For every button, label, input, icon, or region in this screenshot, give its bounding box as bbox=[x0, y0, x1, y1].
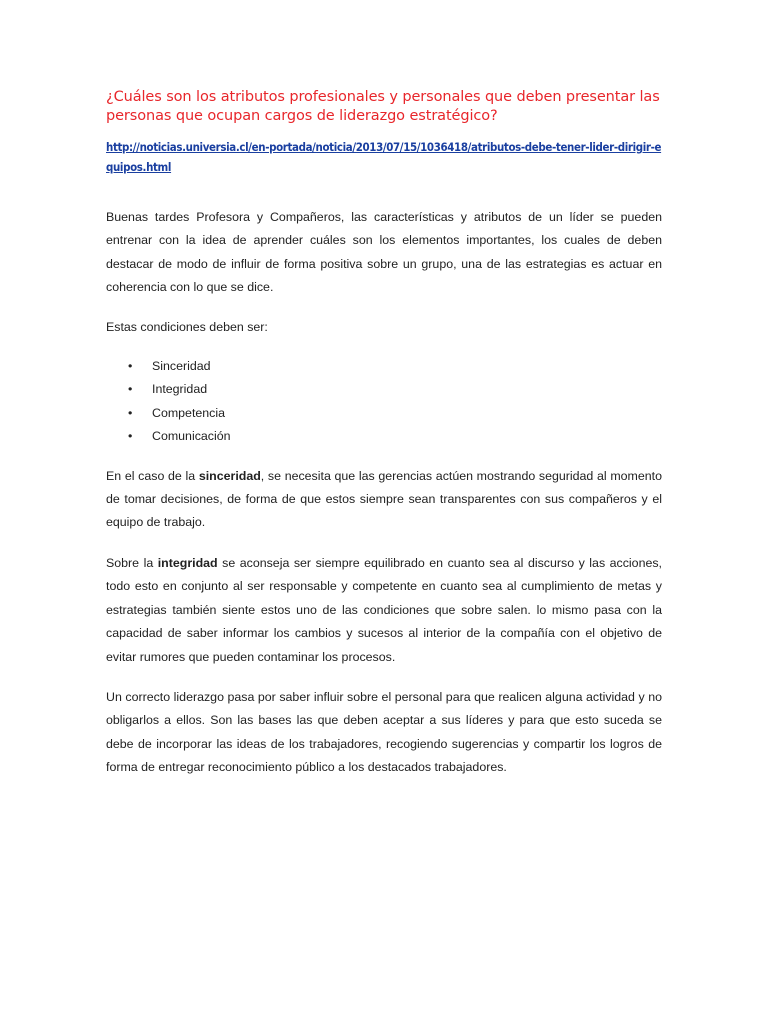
list-item bbox=[106, 355, 662, 378]
list-item bbox=[106, 378, 662, 401]
list-item-label: Comunicación bbox=[152, 429, 231, 444]
conditions-intro: Estas condiciones deben ser: bbox=[106, 319, 268, 334]
sinceridad-text-before: En el caso de la bbox=[106, 468, 199, 483]
list-item bbox=[106, 425, 662, 448]
source-link[interactable]: http://noticias.universia.cl/en-portada/noticia/2013/07/15/1036418/atributos-debe-tener-lider-dirigir-equipos.html bbox=[106, 140, 662, 174]
integridad-bold-term: integridad bbox=[157, 555, 218, 570]
bullet-icon: • bbox=[128, 429, 133, 444]
integridad-text-before: Sobre la bbox=[106, 555, 158, 570]
integridad-text-after: se aconseja ser siempre equilibrado en cuanto sea al discurso y las acciones, todo esto en conjunto al ser responsable y competente en cuanto sea al cumplimiento de metas y estrategias también siente estos uno de las condiciones que sobre salen. lo mismo pasa con la capacidad de saber informar los cambios y sucesos al interior de la compañía con el objetivo de evitar rumores que pueden contaminar los procesos. bbox=[106, 555, 662, 664]
closing-paragraph: Un correcto liderazgo pasa por saber influir sobre el personal para que realicen alguna actividad y no obligarlos a ellos. Son las bases las que deben aceptar a sus líderes y para que esto suceda se debe de incorporar las ideas de los trabajadores, recogiendo sugerencias y compartir los logros de forma de entregar reconocimiento público a los destacados trabajadores. bbox=[106, 689, 662, 775]
list-item-label: Integridad bbox=[152, 382, 208, 397]
intro-paragraph: Buenas tardes Profesora y Compañeros, las características y atributos de un líder se pueden entrenar con la idea de aprender cuáles son los elementos importantes, los cuales de deben destacar de modo de influir de forma positiva sobre un grupo, una de las estrategias es actuar en coherencia con lo que se dice. bbox=[106, 210, 662, 295]
list-item-label: Sinceridad bbox=[152, 359, 211, 374]
conditions-list bbox=[106, 355, 662, 449]
list-item bbox=[106, 402, 662, 425]
document-title: ¿Cuáles son los atributos profesionales y personales que deben presentar las personas que ocupan cargos de liderazgo estratégico? bbox=[106, 89, 660, 124]
sinceridad-text-after: , se necesita que las gerencias actúen mostrando seguridad al momento de tomar decisiones, de forma de que estos siempre sean transparentes con sus compañeros y el equipo de trabajo. bbox=[106, 468, 662, 530]
list-item-label: Competencia bbox=[152, 405, 226, 420]
sinceridad-paragraph bbox=[106, 465, 662, 535]
integridad-paragraph bbox=[106, 552, 662, 669]
bullet-icon: • bbox=[128, 359, 133, 374]
document-page bbox=[106, 88, 662, 780]
bullet-icon: • bbox=[128, 382, 133, 397]
bullet-icon: • bbox=[128, 405, 133, 420]
sinceridad-bold-term: sinceridad bbox=[198, 468, 261, 483]
